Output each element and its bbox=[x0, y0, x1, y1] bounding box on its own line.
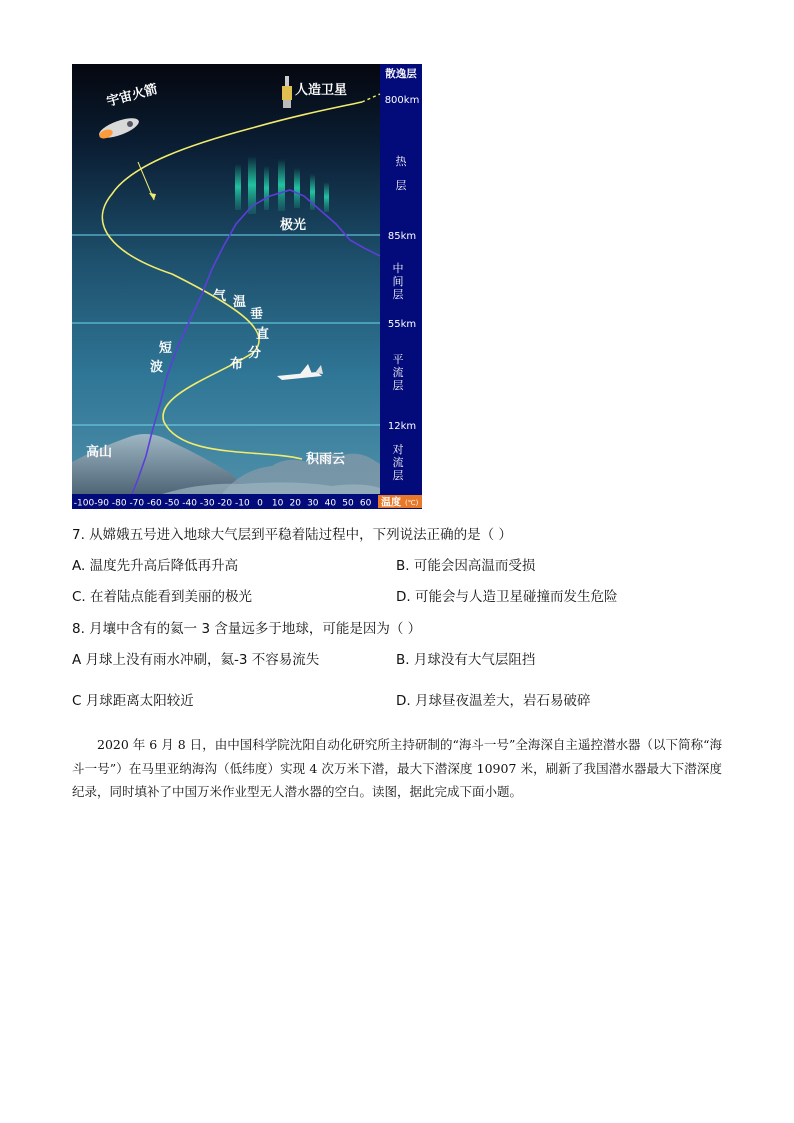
altitude-85km: 85km bbox=[387, 231, 417, 242]
altitude-12km: 12km bbox=[387, 421, 417, 432]
temperature-tick-label: -40 bbox=[182, 498, 197, 509]
layer-mesosphere bbox=[393, 261, 404, 301]
svg-text:对: 对 bbox=[392, 443, 404, 456]
svg-text:直: 直 bbox=[256, 327, 270, 342]
q8-stem: 8. 月壤中含有的氦一 3 含量远多于地球，可能是因为（ ） bbox=[72, 621, 422, 637]
q7-option-b: B. 可能会因高温而受损 bbox=[396, 558, 536, 574]
reading-passage: 2020 年 6 月 8 日，由中国科学院沈阳自动化研究所主持研制的“海斗一号”全海深自主遥控潜水器（以下简称“海斗一号”）在马里亚纳海沟（低纬度）实现 4 次万米下潜，最大下潜深度 10907 米，刷新了我国潜水器最大下潜深度纪录，同时填补了中国万米作业型无人潜水器的空白。读图，据此完成下面小题。 bbox=[72, 737, 722, 799]
q7-option-d: D. 可能会与人造卫星碰撞而发生危险 bbox=[396, 589, 618, 605]
q8-option-d: D. 月球昼夜温差大，岩石易破碎 bbox=[396, 693, 591, 709]
temperature-tick-label: -10 bbox=[235, 498, 250, 509]
q7-option-a: A. 温度先升高后降低再升高 bbox=[72, 558, 239, 574]
label-cloud: 积雨云 bbox=[306, 452, 346, 467]
temperature-tick-label: -50 bbox=[164, 498, 180, 509]
altitude-55km: 55km bbox=[387, 319, 417, 330]
q7-option-c: C. 在着陆点能看到美丽的极光 bbox=[72, 589, 253, 605]
layer-troposphere bbox=[393, 442, 404, 482]
label-aurora: 极光 bbox=[280, 218, 307, 233]
label-satellite: 人造卫星 bbox=[295, 83, 348, 98]
label-mountain: 高山 bbox=[86, 445, 113, 460]
svg-text:平: 平 bbox=[392, 353, 404, 366]
svg-text:热: 热 bbox=[395, 155, 407, 168]
svg-text:波: 波 bbox=[150, 360, 164, 375]
svg-text:流: 流 bbox=[392, 456, 404, 469]
temperature-tick-label: 50 bbox=[342, 498, 354, 509]
temperature-tick-label: 10 bbox=[271, 498, 284, 509]
svg-text:层: 层 bbox=[392, 288, 404, 301]
temperature-unit: (℃) bbox=[405, 499, 419, 507]
svg-text:间: 间 bbox=[392, 275, 404, 288]
temperature-tick-label: -20 bbox=[217, 498, 233, 509]
atmosphere-vertical-structure-figure bbox=[72, 64, 422, 509]
temperature-tick-label: 40 bbox=[324, 498, 337, 509]
svg-text:中: 中 bbox=[392, 262, 404, 275]
svg-text:流: 流 bbox=[392, 366, 404, 379]
svg-text:层: 层 bbox=[392, 469, 404, 482]
q8-option-b: B. 月球没有大气层阻挡 bbox=[396, 652, 536, 668]
svg-text:气: 气 bbox=[213, 289, 227, 304]
temperature-tick-label: -100 bbox=[73, 498, 95, 509]
svg-text:短: 短 bbox=[159, 341, 173, 356]
q8-option-c: C 月球距离太阳较近 bbox=[72, 693, 194, 709]
q8-option-a: A 月球上没有雨水冲刷，氦-3 不容易流失 bbox=[72, 652, 320, 668]
temperature-tick-label: 0 bbox=[257, 498, 263, 509]
label-rocket: 宇宙火箭 bbox=[105, 81, 160, 110]
svg-text:温: 温 bbox=[233, 295, 247, 310]
svg-text:分: 分 bbox=[248, 346, 262, 361]
temperature-tick-label: -90 bbox=[94, 498, 109, 509]
layer-stratosphere bbox=[393, 353, 404, 392]
svg-text:垂: 垂 bbox=[250, 307, 264, 322]
svg-text:层: 层 bbox=[392, 379, 404, 392]
layer-exosphere: 散逸层 bbox=[385, 68, 417, 80]
temperature-tick-label: 20 bbox=[289, 498, 301, 509]
temperature-tick-label: -60 bbox=[147, 498, 162, 509]
q7-stem: 7. 从嫦娥五号进入地球大气层到平稳着陆过程中，下列说法正确的是（ ） bbox=[72, 527, 512, 543]
svg-text:布: 布 bbox=[230, 357, 244, 372]
temperature-axis-ticks bbox=[74, 499, 372, 509]
altitude-800km: 800km bbox=[384, 95, 420, 106]
svg-text:层: 层 bbox=[395, 179, 407, 192]
temperature-tick-label: -30 bbox=[199, 498, 215, 509]
atmosphere-diagram bbox=[72, 64, 422, 509]
temperature-unit-label: 温度 bbox=[381, 497, 401, 509]
temperature-tick-label: 60 bbox=[359, 498, 372, 509]
temperature-tick-label: -70 bbox=[129, 498, 145, 509]
temperature-tick-label: -80 bbox=[111, 498, 127, 509]
temperature-tick-label: 30 bbox=[307, 498, 319, 509]
